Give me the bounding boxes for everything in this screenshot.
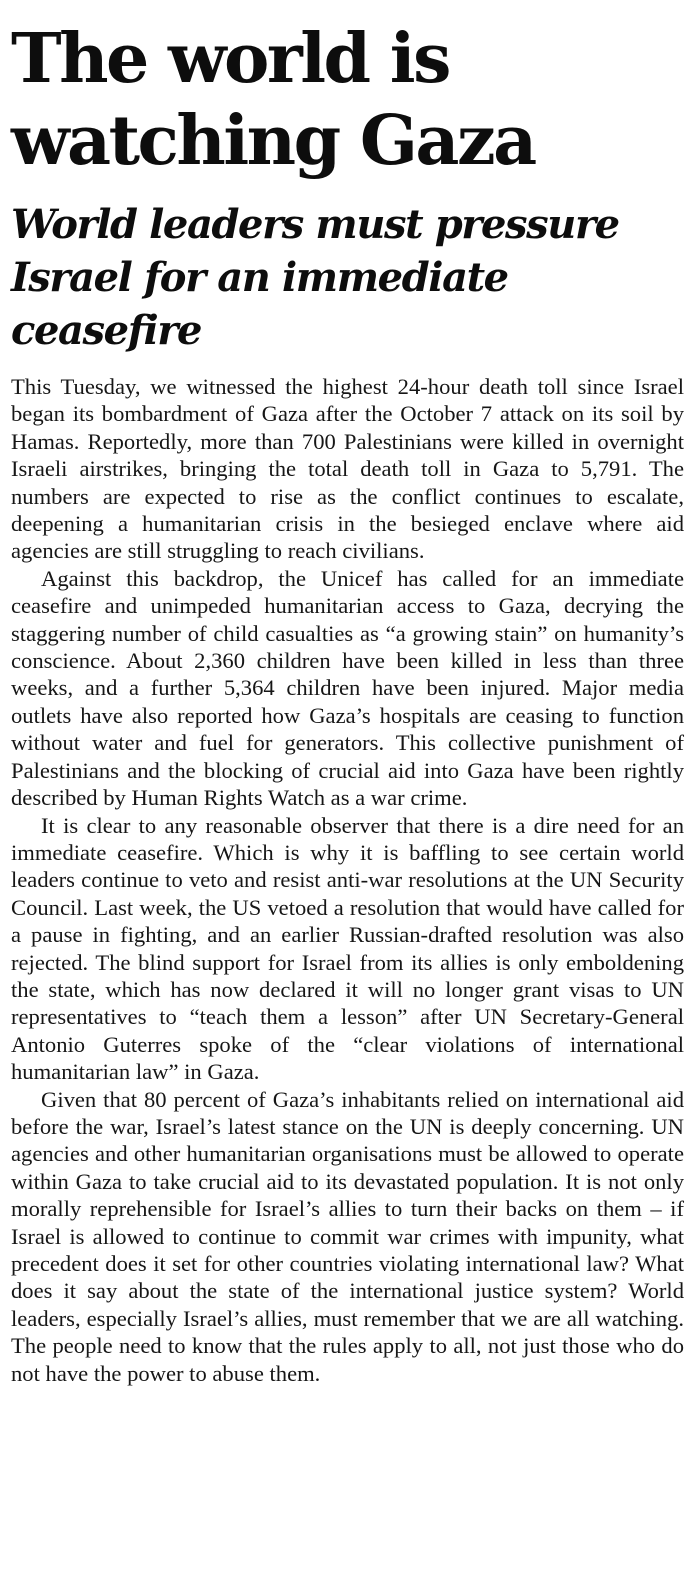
headline: The world is watching Gaza (11, 19, 535, 181)
subheadline: World leaders must pressure Israel for an immediate ceasefire (11, 201, 619, 354)
paragraph-4: Given that 80 percent of Gaza’s inhabitants relied on international aid before the war, Israel’s latest stance on the UN is deeply concerning. UN agencies and other humanitarian organisations must be allowed to operate within Gaza to take crucial aid to its devastated population. It is not only morally reprehensible for Israel’s allies to turn their backs on them – if Israel is allowed to continue to commit war crimes with impunity, what precedent does it set for other countries violating international law? What does it say about the state of the international justice system? World leaders, especially Israel’s allies, must remember that we are all watching. The people need to know that the rules apply to all, not just those who do not have the power to abuse them. (11, 1086, 684, 1386)
paragraph-1: This Tuesday, we witnessed the highest 24-hour death toll since Israel began its bombardment of Gaza after the October 7 attack on its soil by Hamas. Reportedly, more than 700 Palestinians were killed in overnight Israeli airstrikes, bringing the total death toll in Gaza to 5,791. The numbers are expected to rise as the conflict continues to escalate, deepening a humanitarian crisis in the besieged enclave where aid agencies are still struggling to reach civilians. (11, 374, 684, 564)
paragraph-2: Against this backdrop, the Unicef has called for an immediate ceasefire and unimpeded humanitarian access to Gaza, decrying the staggering number of child casualties as “a growing stain” on humanity’s conscience. About 2,360 children have been killed in less than three weeks, and a further 5,364 children have been injured. Major media outlets have also reported how Gaza’s hospitals are ceasing to function without water and fuel for generators. This collective punishment of Palestinians and the blocking of crucial aid into Gaza have been rightly described by Human Rights Watch as a war crime. (11, 565, 684, 811)
article-body (11, 373, 684, 1387)
paragraph-3: It is clear to any reasonable observer that there is a dire need for an immediate ceasefire. Which is why it is baffling to see certain world leaders continue to veto and resist anti-war resolutions at the UN Security Council. Last week, the US vetoed a resolution that would have called for a pause in fighting, and an earlier Russian-drafted resolution was also rejected. The blind support for Israel from its allies is only emboldening the state, which has now declared it will no longer grant visas to UN representatives to “teach them a lesson” after UN Secretary-General Antonio Guterres spoke of the “clear violations of international humanitarian law” in Gaza. (11, 812, 684, 1085)
